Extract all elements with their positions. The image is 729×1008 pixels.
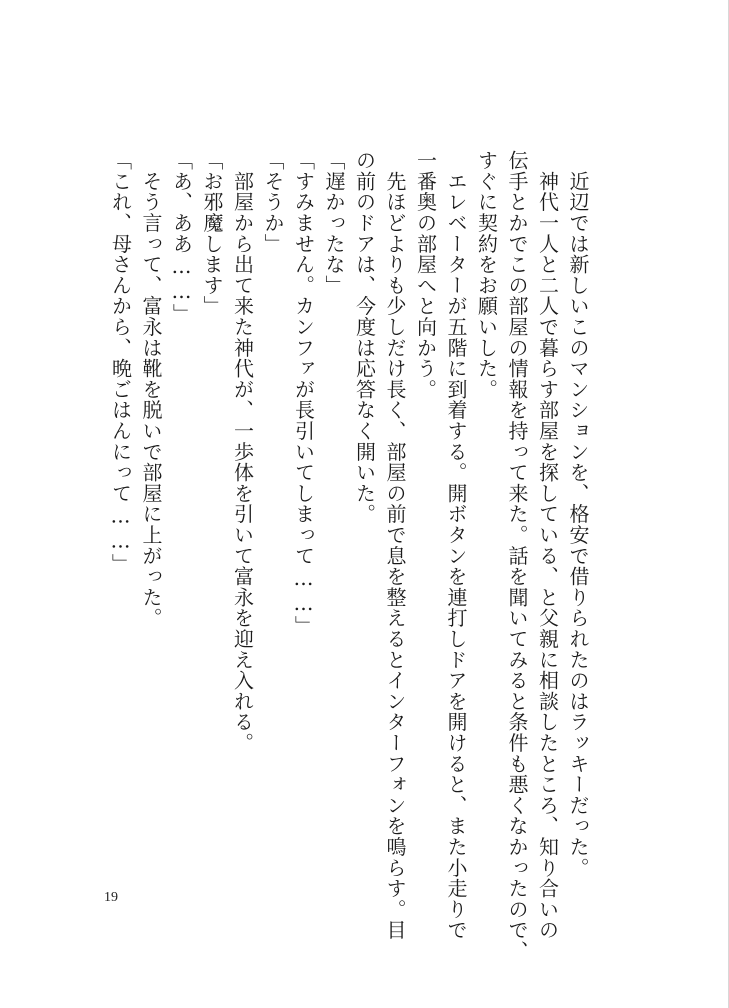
text-line: 先ほどよりも少しだけ長く、部屋の前で息を整えるとインターフォンを鳴らす。目 <box>383 150 407 941</box>
text-line: 伝手とかでこの部屋の情報を持って来た。話を聞いてみると条件も悪くなかったので、 <box>505 150 529 962</box>
text-line: 「遅かったな」 <box>322 150 346 296</box>
text-line: 「これ、母さんから、晩ごはんにって……」 <box>108 150 133 574</box>
page-number: 19 <box>104 890 118 905</box>
text-line: 「すみません。カンファが長引いてしまって……」 <box>291 150 316 637</box>
text-line: 神代一人と二人で暮らす部屋を探している、と父親に相談したところ、知り合いの <box>535 150 560 941</box>
text-line: 近辺では新しいこのマンションを、格安で借りられたのはラッキーだった。 <box>566 150 590 878</box>
text-line: 「そうか」 <box>261 150 285 254</box>
text-line: すぐに契約をお願いした。 <box>474 150 499 400</box>
text-line: 「お邪魔します」 <box>200 150 224 317</box>
text-line: 一番奥の部屋へと向かう。 <box>413 150 438 400</box>
text-line: エレベーターが五階に到着する。開ボタンを連打しドアを開けると、また小走りで <box>444 150 468 941</box>
text-line: の前のドアは、今度は応答なく開いた。 <box>352 150 377 525</box>
text-line: 「あ、ああ……」 <box>169 150 194 325</box>
text-line: 部屋から出て来た神代が、一歩体を引いて富永を迎え入れる。 <box>230 150 255 754</box>
text-line: そう言って、富永は靴を脱いで部屋に上がった。 <box>139 150 163 629</box>
